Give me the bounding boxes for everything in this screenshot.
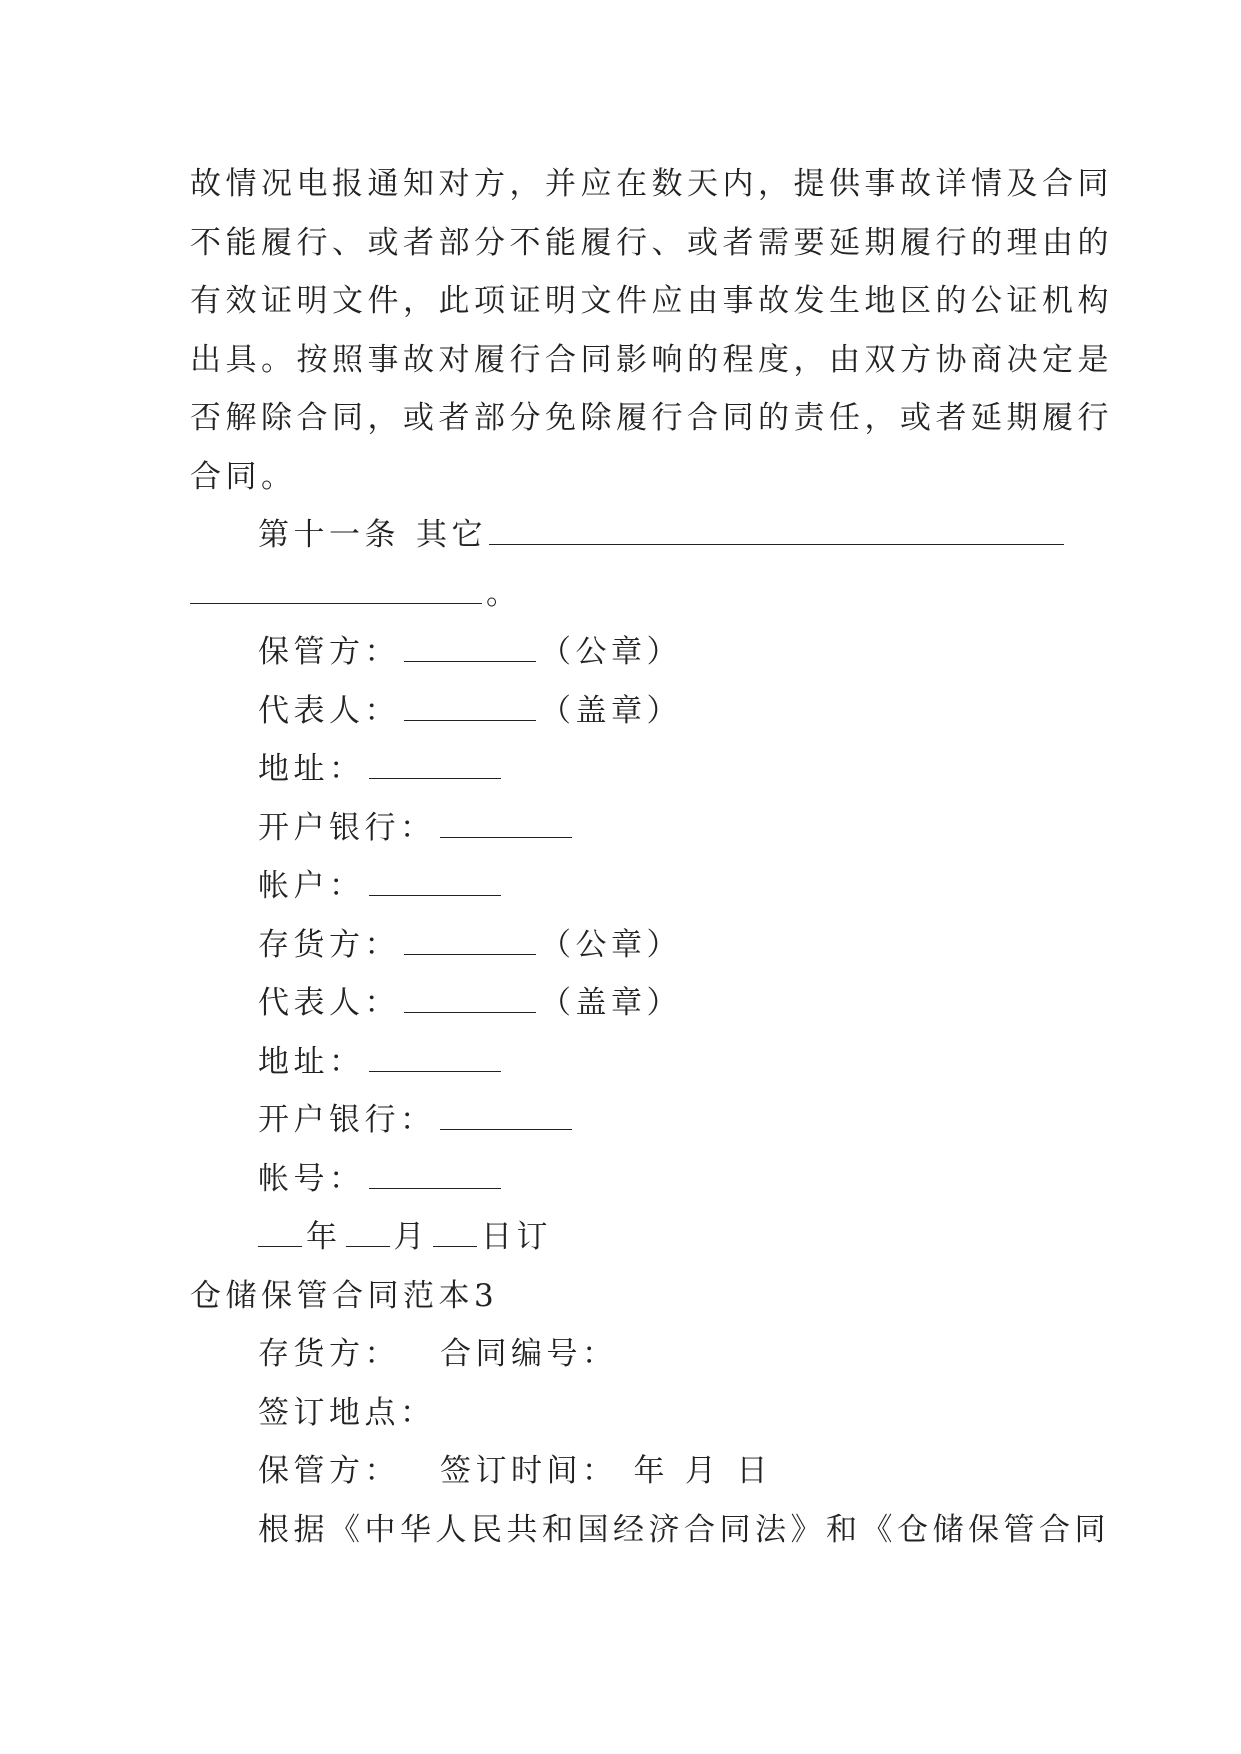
depositor-address-line xyxy=(190,1033,1050,1092)
field-label: 保管方： xyxy=(258,634,400,670)
fill-blank xyxy=(404,988,536,1013)
depositor-bank-line xyxy=(190,1091,1050,1150)
field-label: 帐户： xyxy=(258,868,365,904)
template-3-place-line xyxy=(190,1384,1050,1443)
date-signed-line xyxy=(190,1208,1050,1267)
year-blank xyxy=(258,1222,302,1247)
fill-blank xyxy=(404,637,536,662)
fill-blank xyxy=(369,871,501,896)
field-label: 代表人： xyxy=(258,692,400,729)
fill-blank xyxy=(369,1047,501,1072)
fill-blank xyxy=(404,696,536,721)
article-11-blank-cont xyxy=(190,579,482,604)
seal-note: （公章） xyxy=(540,634,682,670)
field-label: 存货方： xyxy=(258,1336,400,1372)
fill-blank xyxy=(440,813,572,838)
template-3-heading: 仓储保管合同范本3 xyxy=(190,1277,499,1314)
custodian-bank-line xyxy=(190,799,1050,858)
fill-blank xyxy=(369,754,501,779)
fill-blank xyxy=(369,1164,501,1189)
year-label: 年 xyxy=(306,1219,342,1255)
paragraph-line: 不能履行、或者部分不能履行、或者需要延期履行的理由的 xyxy=(190,224,1113,261)
paragraph-line: 故情况电报通知对方，并应在数天内，提供事故详情及合同 xyxy=(190,166,1113,202)
day-signed-label: 日订 xyxy=(481,1219,552,1255)
field-label: 地址： xyxy=(258,751,365,787)
field-label: 存货方： xyxy=(258,926,400,963)
field-label: 地址： xyxy=(258,1043,365,1080)
paragraph-line: 出具。按照事故对履行合同影响的程度，由双方协商决定是 xyxy=(190,341,1113,378)
custodian-account-line xyxy=(190,857,1050,916)
paragraph-line: 合同。 xyxy=(190,458,297,495)
depositor-rep-line xyxy=(190,974,1050,1033)
template-3-custodian-line xyxy=(190,1442,1050,1501)
template-3-intro-line: 根据《中华人民共和国经济合同法》和《仓储保管合同 xyxy=(258,1511,1110,1548)
field-label: 签订地点： xyxy=(258,1394,436,1431)
article-11-label: 第十一条 xyxy=(258,517,400,553)
custodian-address-line xyxy=(190,740,1050,799)
article-11-line xyxy=(190,506,1050,565)
paragraph-line: 否解除合同，或者部分免除履行合同的责任，或者延期履行 xyxy=(190,400,1113,436)
article-11-continuation xyxy=(190,565,1050,624)
field-label: 签订时间： xyxy=(440,1453,618,1489)
fill-blank xyxy=(404,930,536,955)
month-label: 月 xyxy=(685,1453,721,1489)
month-blank xyxy=(346,1222,390,1247)
article-11-blank xyxy=(489,520,1064,545)
field-label: 合同编号： xyxy=(440,1336,618,1372)
paragraph-line: 有效证明文件，此项证明文件应由事故发生地区的公证机构 xyxy=(190,283,1113,319)
depositor-account-line xyxy=(190,1150,1050,1209)
fill-blank xyxy=(440,1105,572,1130)
document-page xyxy=(190,155,1113,1559)
day-blank xyxy=(433,1222,477,1247)
seal-note: （盖章） xyxy=(540,985,682,1021)
year-label: 年 xyxy=(633,1453,669,1489)
field-label: 帐号： xyxy=(258,1160,365,1197)
custodian-party-line xyxy=(190,623,1050,682)
custodian-rep-line xyxy=(190,682,1050,741)
field-label: 保管方： xyxy=(258,1453,400,1489)
template-3-depositor-line xyxy=(190,1325,1050,1384)
field-label: 代表人： xyxy=(258,985,400,1021)
day-label: 日 xyxy=(736,1453,772,1489)
article-11-title: 其它 xyxy=(416,517,487,553)
seal-note: （盖章） xyxy=(540,692,682,729)
article-11-end: 。 xyxy=(486,575,522,612)
depositor-party-line xyxy=(190,916,1050,975)
field-label: 开户银行： xyxy=(258,1102,436,1138)
seal-note: （公章） xyxy=(540,926,682,963)
month-label: 月 xyxy=(393,1219,429,1255)
field-label: 开户银行： xyxy=(258,809,436,846)
